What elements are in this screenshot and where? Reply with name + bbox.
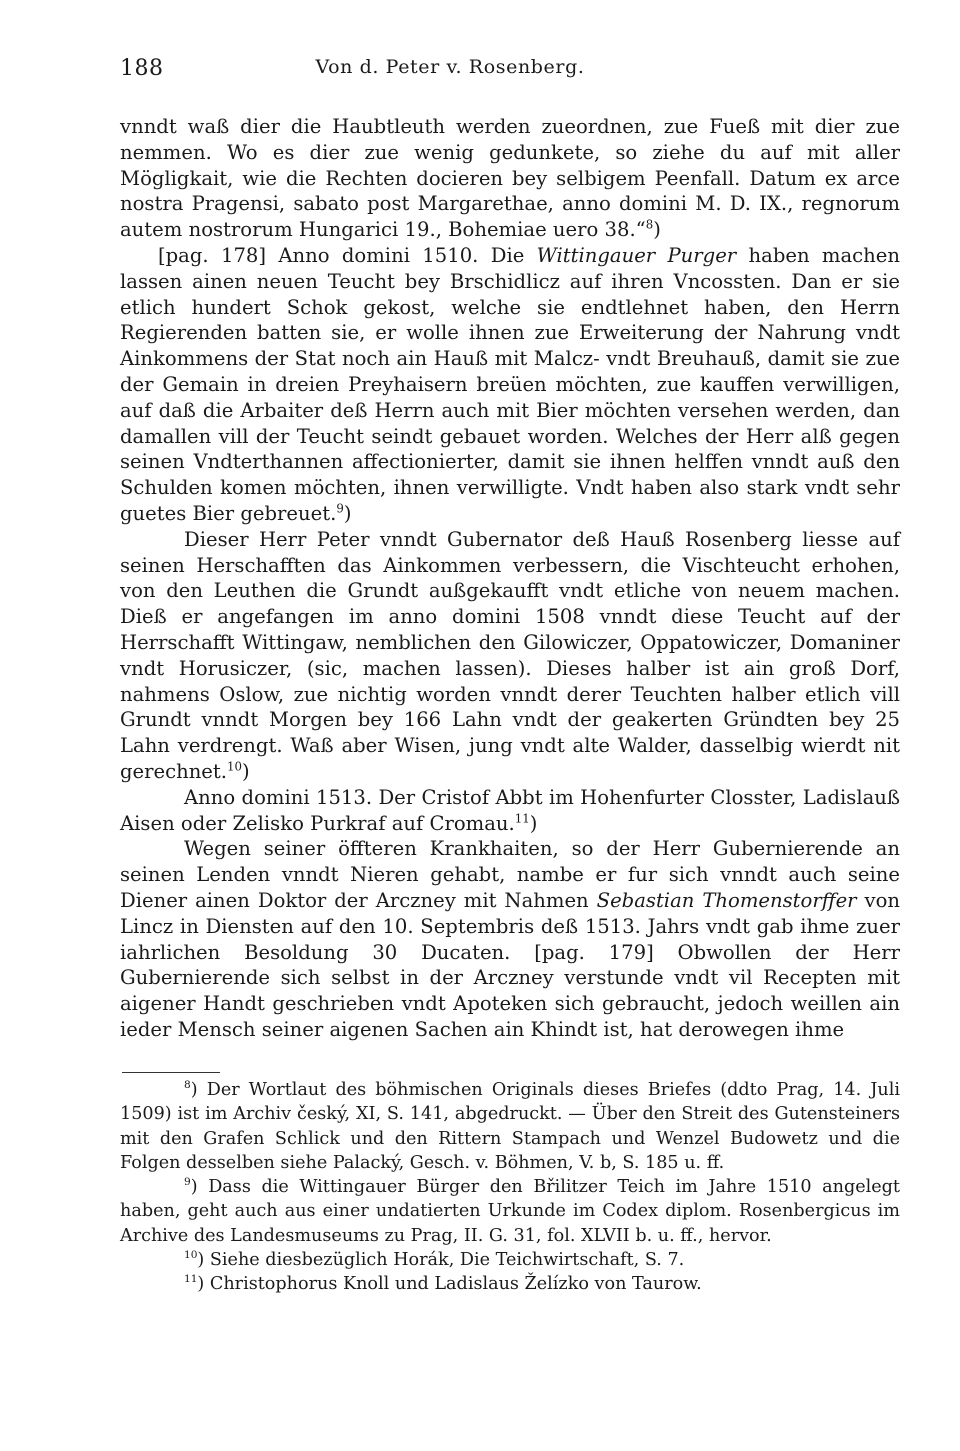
- footnote-8: [120, 1078, 900, 1175]
- footnote-text: ) Dass die Wittingauer Bürger den Břilitzer Teich im Jahre 1510 angelegt haben, geht auch aus einer undatierten Urkunde im Codex diplom. Rosenbergicus im Archive des Landesmuseums zu Prag, II. G. 31, fol. XLVII b. u. ff., hervor.: [120, 1177, 900, 1246]
- paragraph-text: von Lincz in Diensten auf den 10. Septembris deß 1513. Jahrs vndt gab ihme zuer iahrlichen Besoldung 30 Ducaten. [pag. 179] Obwollen der Herr Gubernierende sich selbst in der Arczney verstunde vndt vil Recepten mit aigener Handt geschrieben vndt Apoteken sich gebraucht, jedoch weillen ain ieder Mensch seiner aigenen Sachen ain Khindt ist, hat derowegen ihme: [120, 888, 901, 1041]
- footnote-mark: 11: [184, 1273, 198, 1286]
- paragraph-text: ): [241, 759, 250, 783]
- paragraph-text: [pag. 178] Anno domini 1510. Die: [158, 243, 537, 267]
- italic-name: Wittingauer Purger: [536, 243, 737, 267]
- paragraph-peter: [120, 527, 900, 785]
- paragraph-1513: [120, 785, 900, 837]
- paragraph-letter-end: [120, 114, 900, 243]
- page-number: 188: [120, 56, 164, 81]
- main-text: [120, 114, 900, 1043]
- footnote-ref-10: 10: [227, 759, 242, 774]
- paragraph-text: ): [529, 811, 538, 835]
- italic-name: Sebastian Thomenstorffer: [596, 888, 857, 912]
- paragraph-text: vnndt waß dier die Haubtleuth werden zueordnen, zue Fueß mit dier zue nemmen. Wo es dier zue wenig gedunkete, so ziehe du auf mit aller Mögligkait, wie die Rechten docieren bey selbigem Peenfall. Datum ex arce nostra Pragensi, sabato post Margarethae, anno domini M. D. IX., regnorum autem nostrorum Hungarici 19., Bohemiae uero 38.“: [120, 115, 900, 242]
- running-head: [120, 56, 900, 86]
- footnote-mark: 9: [184, 1176, 191, 1189]
- paragraph-doctor: [120, 836, 900, 1042]
- paragraph-text: Wegen seiner öffteren Krankhaiten, so der Herr Gubernierende an seinen Lenden vnndt Nieren gehabt, nambe er fur sich vnndt auch seine Diener ainen Doktor der Arczney mit Nahmen: [120, 837, 900, 912]
- footnote-divider: [122, 1072, 220, 1073]
- footnote-9: [120, 1175, 900, 1248]
- footnote-10: [120, 1248, 900, 1272]
- footnote-11: [120, 1272, 900, 1296]
- footnote-text: ) Der Wortlaut des böhmischen Originals dieses Briefes (ddto Prag, 14. Juli 1509) ist im Archiv český, XI, S. 141, abgedruckt. — Über den Streit des Gutensteiners mit den Grafen Schlick und den Rittern Stampach und Wenzel Budowetz und die Folgen desselben siehe Palacký, Gesch. v. Böhmen, V. b, S. 185 u. ff.: [120, 1080, 900, 1173]
- footnote-mark: 10: [184, 1249, 198, 1262]
- footnote-text: ) Siehe diesbezüglich Horák, Die Teichwirtschaft, S. 7.: [197, 1250, 685, 1271]
- paragraph-text: Anno domini 1513. Der Cristof Abbt im Hohenfurter Closster, Ladislauß Aisen oder Zelisko Purkraf auf Cromau.: [120, 785, 900, 835]
- paragraph-1510: [120, 243, 900, 527]
- footnote-ref-9: 9: [336, 501, 344, 516]
- footnotes: [120, 1078, 900, 1297]
- footnote-ref-8: 8: [645, 217, 654, 232]
- running-title: Von d. Peter v. Rosenberg.: [315, 56, 585, 78]
- footnote-text: ) Christophorus Knoll und Ladislaus Želízko von Taurow.: [197, 1274, 702, 1295]
- paragraph-text: haben machen lassen ainen neuen Teucht bey Brschidlicz auf ihren Vncossten. Dan er sie etlich hundert Schok gekost, welche sie endtlehnet haben, den Herrn Regierenden batten sie, er wolle ihnen zue Erweiterung der Nahrung vndt Ainkommens der Stat noch ain Hauß mit Malcz- vndt Breuhauß, damit sie zue der Gemain in dreien Preyhaisern breüen möchten, zue kauffen verwilligen, auf daß die Arbaiter deß Herrn auch mit Bier möchten versehen werden, dan damallen vill der Teucht seindt gebauet worden. Welches der Herr alß gegen seinen Vndterthannen affectionierter, damit sie ihnen helffen vnndt auß den Schulden komen möchten, ihnen verwilligte. Vndt haben also stark vndt sehr guetes Bier gebreuet.: [120, 243, 900, 525]
- paragraph-text: ): [343, 501, 352, 525]
- paragraph-text: Dieser Herr Peter vnndt Gubernator deß Hauß Rosenberg liesse auf seinen Herschafften das Ainkommen verbessern, die Vischteucht erhohen, von den Leuthen die Grundt außgekaufft vndt etliche von neuem machen. Dieß er angefangen im anno domini 1508 vnndt diese Teucht auf der Herrschafft Wittingaw, nemblichen den Gilowiczer, Oppatowiczer, Domaniner vndt Horusiczer, (sic, machen lassen). Dieses halber ist ain groß Dorf, nahmens Oslow, zue nichtig worden vnndt derer Teuchten halber etlich vill Grundt vnndt Morgen bey 166 Lahn vndt der geakerten Gründten bey 25 Lahn verdrengt. Waß aber Wisen, jung vndt alte Walder, dasselbig wierdt nit gerechnet.: [120, 527, 900, 783]
- paragraph-text: ): [653, 218, 661, 242]
- footnote-ref-11: 11: [514, 810, 530, 825]
- footnote-mark: 8: [184, 1079, 191, 1092]
